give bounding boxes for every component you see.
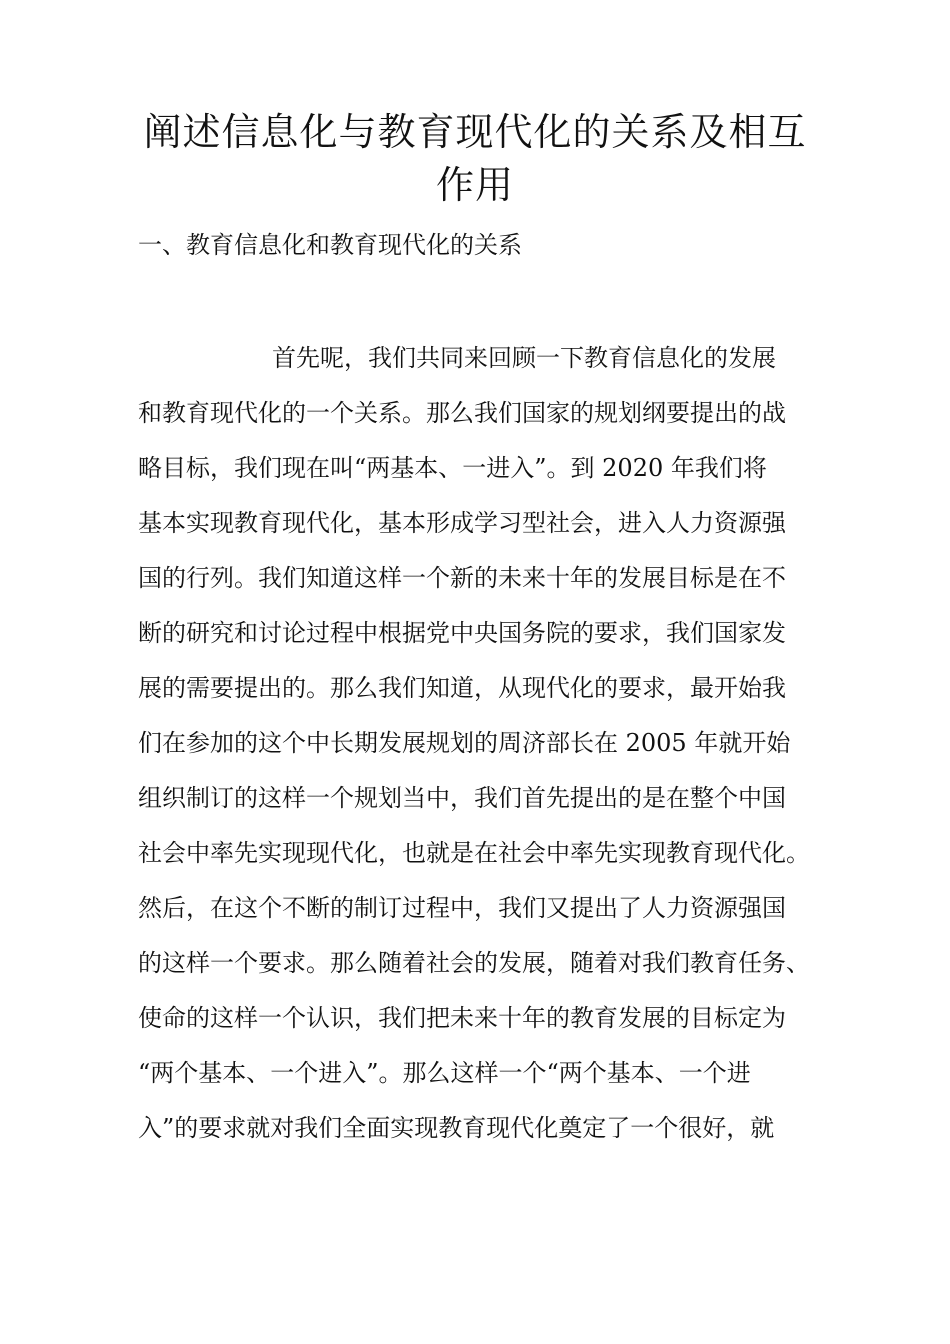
document-title-line-1: 阐述信息化与教育现代化的关系及相互 [143, 110, 807, 154]
paragraph-line-14: “两个基本、一个进入”。那么这样一个“两个基本、一个进 [138, 1059, 751, 1087]
paragraph-line-5: 国的行列。我们知道这样一个新的未来十年的发展目标是在不 [138, 564, 786, 592]
paragraph-line-7: 展的需要提出的。那么我们知道，从现代化的要求，最开始我 [138, 674, 786, 702]
paragraph-line-1: 首先呢，我们共同来回顾一下教育信息化的发展 [272, 344, 776, 372]
paragraph-line-12: 的这样一个要求。那么随着社会的发展，随着对我们教育任务、 [138, 949, 810, 977]
paragraph-line-8: 们在参加的这个中长期发展规划的周济部长在 2005 年就开始 [138, 729, 791, 757]
section-heading: 一、教育信息化和教育现代化的关系 [138, 231, 522, 259]
paragraph-line-15: 入”的要求就对我们全面实现教育现代化奠定了一个很好，就 [138, 1114, 775, 1142]
paragraph-line-11: 然后，在这个不断的制订过程中，我们又提出了人力资源强国 [138, 894, 786, 922]
paragraph-line-4: 基本实现教育现代化，基本形成学习型社会，进入人力资源强 [138, 509, 786, 537]
document-title-line-2: 作用 [435, 163, 514, 207]
paragraph-line-2: 和教育现代化的一个关系。那么我们国家的规划纲要提出的战 [138, 399, 786, 427]
paragraph-line-9: 组织制订的这样一个规划当中，我们首先提出的是在整个中国 [138, 784, 786, 812]
paragraph-line-3: 略目标，我们现在叫“两基本、一进入”。到 2020 年我们将 [138, 454, 767, 482]
paragraph-line-6: 断的研究和讨论过程中根据党中央国务院的要求，我们国家发 [138, 619, 786, 647]
paragraph-line-10: 社会中率先实现现代化，也就是在社会中率先实现教育现代化。 [138, 839, 810, 867]
paragraph-line-13: 使命的这样一个认识，我们把未来十年的教育发展的目标定为 [138, 1004, 786, 1032]
